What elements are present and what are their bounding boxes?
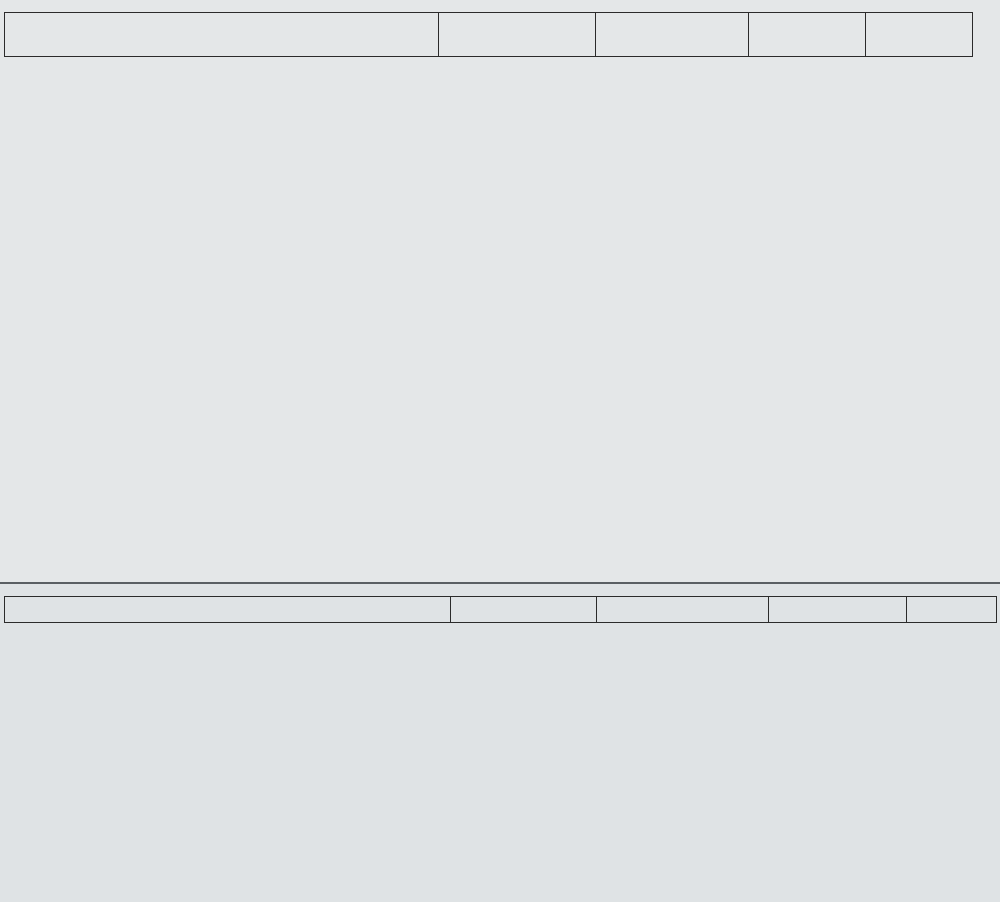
bottom-col-total <box>907 597 997 623</box>
bottom-header-row <box>5 597 997 623</box>
total-losses-table <box>4 596 997 623</box>
header-row <box>5 13 973 57</box>
bottom-col-sailors <box>769 597 907 623</box>
losses-table <box>4 12 973 57</box>
col-commanders <box>439 13 596 57</box>
bottom-col-types <box>5 597 451 623</box>
col-total <box>866 13 973 57</box>
bottom-col-commanders <box>451 597 597 623</box>
col-sailors <box>749 13 866 57</box>
bottom-col-sergeants <box>597 597 769 623</box>
lower-page <box>0 582 1000 902</box>
col-types <box>5 13 439 57</box>
col-sergeants <box>596 13 749 57</box>
